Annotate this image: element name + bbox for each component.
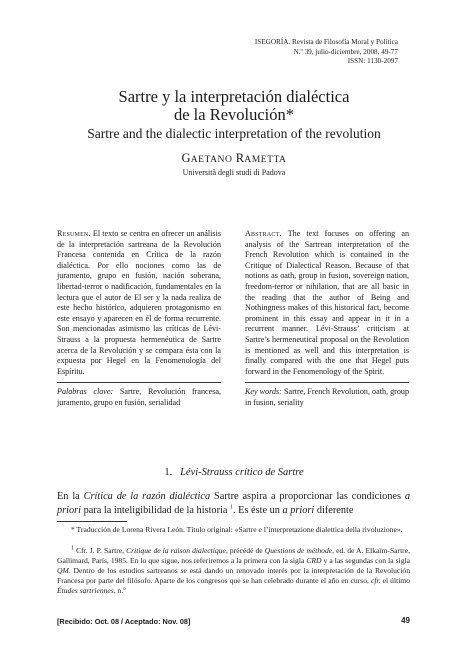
author-last-rest: AMETTA	[244, 154, 287, 165]
journal-name: ISEGORÍA. Revista de Filosofía Moral y Política	[254, 38, 398, 46]
body-text-5: diferente	[314, 504, 354, 516]
footnote-1	[57, 546, 410, 596]
abstract-column	[245, 229, 409, 409]
abstract-text: The text focuses on offering an analysis of the Sartrean interpretation of the French Revolution which is contained in the Critique of Dialectical Reason. Because of that notions as oath, group in fusion, sovereign nation, freedom-terror or nihilation, that are all basic in the reading that the author of Being and Nothingness makes of this historical fact, become prominent in this essay and appear in it in a recurrent manner. Lévi-Strauss’ criticism at Sartre’s hermeneutical proposal on the Revolution is mentioned as well and this interpretation is finally compared with the one that Hegel puts forward in the Fenomenology of the Spirit.	[245, 229, 409, 376]
fn2-text-g: y a las segundas con la sigla	[321, 556, 410, 565]
section-number: 1.	[164, 467, 173, 478]
author-initial-r: R	[235, 151, 245, 165]
key-words-text: Sartre, French Revolution, oath, group in fusion, seriality	[245, 387, 409, 407]
footnote-1-mark: 1	[71, 545, 74, 552]
fn2-text-c: , précédé de	[225, 546, 265, 555]
palabras-clave-label: Palabras clave:	[57, 387, 114, 397]
english-title: Sartre and the dialectic interpretation of the revolution	[87, 126, 381, 141]
footnote-ref-1: 1	[230, 504, 234, 511]
body-text-4: . Es éste un	[233, 504, 283, 516]
body-a-priori-2: a priori	[282, 504, 315, 516]
resumen-column	[57, 229, 221, 409]
fn2-text-m: , n.º	[113, 586, 126, 595]
abstract-heading: Abstract.	[245, 229, 282, 238]
fn2-text-a: Cfr. J. P. Sartre,	[74, 546, 127, 555]
footnote-translation	[57, 525, 410, 535]
palabras-clave	[57, 387, 221, 408]
abstract-paragraph	[245, 229, 409, 377]
fn2-text-e: , ed. de A. Elkaïm-Sartre, Gallimard, París, 1985. En lo que sigue, nos referiremos a la primera con la sigla	[57, 546, 410, 565]
abstract-divider	[245, 382, 409, 383]
spanish-title-line-1: Sartre y la interpretación dialéctica	[118, 87, 350, 106]
palabras-clave-text: Sartre, Revolución francesa, juramento, grupo en fusión, serialidad	[57, 387, 221, 407]
spanish-title-line-2: de la Revolución*	[173, 105, 295, 124]
author-initial-g: G	[181, 151, 191, 165]
fn2-title-critique: Critique de la raison dialectique	[126, 546, 226, 555]
fn2-text-i: . Dentro de los estudios sartreanos se está dando un renovado interés por la interpretación de la Revolución Francesa por parte del filósofo. Aparte de los congresos que se han celebrado durante el año en curso,	[57, 566, 410, 585]
footnote-star-mark: *	[71, 525, 75, 534]
journal-header	[255, 38, 398, 67]
spanish-title	[0, 88, 468, 124]
body-paragraph	[57, 490, 410, 517]
key-words-label: Key words:	[245, 387, 282, 397]
body-a-priori-1: a priori	[57, 491, 411, 516]
journal-issue: N.º 39, julio-diciembre, 2008, 49-77	[293, 47, 398, 56]
fn2-sigla-crd: CRD	[306, 556, 322, 565]
fn2-title-questions: Questions de méthode	[264, 546, 333, 555]
section-heading	[0, 467, 468, 478]
received-accepted-dates: [Recibido: Oct. 08 / Aceptado: Nov. 08]	[57, 617, 191, 626]
body-text-1: En la	[57, 491, 84, 502]
body-text-2: Sartre aspira a proporcionar las condiciones	[210, 491, 405, 502]
section-title: Lévi-Strauss crítico de Sartre	[180, 467, 304, 478]
body-book-title: Crítica de la razón dialéctica	[83, 491, 211, 502]
fn2-title-etudes: Études sartriennes	[57, 586, 114, 595]
fn2-cfr: cfr.	[371, 576, 381, 585]
author-first-rest: AETANO	[190, 154, 233, 165]
fn2-sigla-qm: QM	[57, 566, 69, 575]
key-words	[245, 387, 409, 408]
page-number: 49	[401, 616, 410, 625]
resumen-paragraph	[57, 229, 221, 377]
author-name	[0, 151, 468, 166]
fn2-text-k: el último	[380, 576, 411, 585]
author-affiliation: Università degli studi di Padova	[182, 168, 286, 177]
resumen-text: El texto se centra en ofrecer un análisis de la interpretación sartreana de la Revolución Francesa contenida en Crítica de la razón dialéctica. Por ello nociones como las de juramento, grupo en fusión, nación soberana, libertad-terror o nadificación, fundamentales en la lectura que el autor de El ser y la nada realiza de este hecho histórico, adquieren protagonismo en este ensayo y aparecen en él de forma recurrente. Son mencionadas asimismo las críticas de Lévi-Strauss a la propuesta hermenéutica de Sartre acerca de la Revolución y se compara ésta con la expuesta por Hegel en la Fenomenología del Espíritu.	[57, 229, 221, 376]
resumen-divider	[57, 382, 221, 383]
footnote-translation-text: Traducción de Lorena Rivera León. Título original: «Sartre e l’interpretazione dialettica della rivoluzione».	[74, 525, 403, 534]
resumen-heading: Resumen.	[57, 229, 91, 238]
body-text-3: para la inteligibilidad de la historia	[81, 504, 231, 516]
journal-issn: ISSN: 1130-2097	[347, 57, 398, 66]
footnote-divider	[57, 521, 127, 522]
